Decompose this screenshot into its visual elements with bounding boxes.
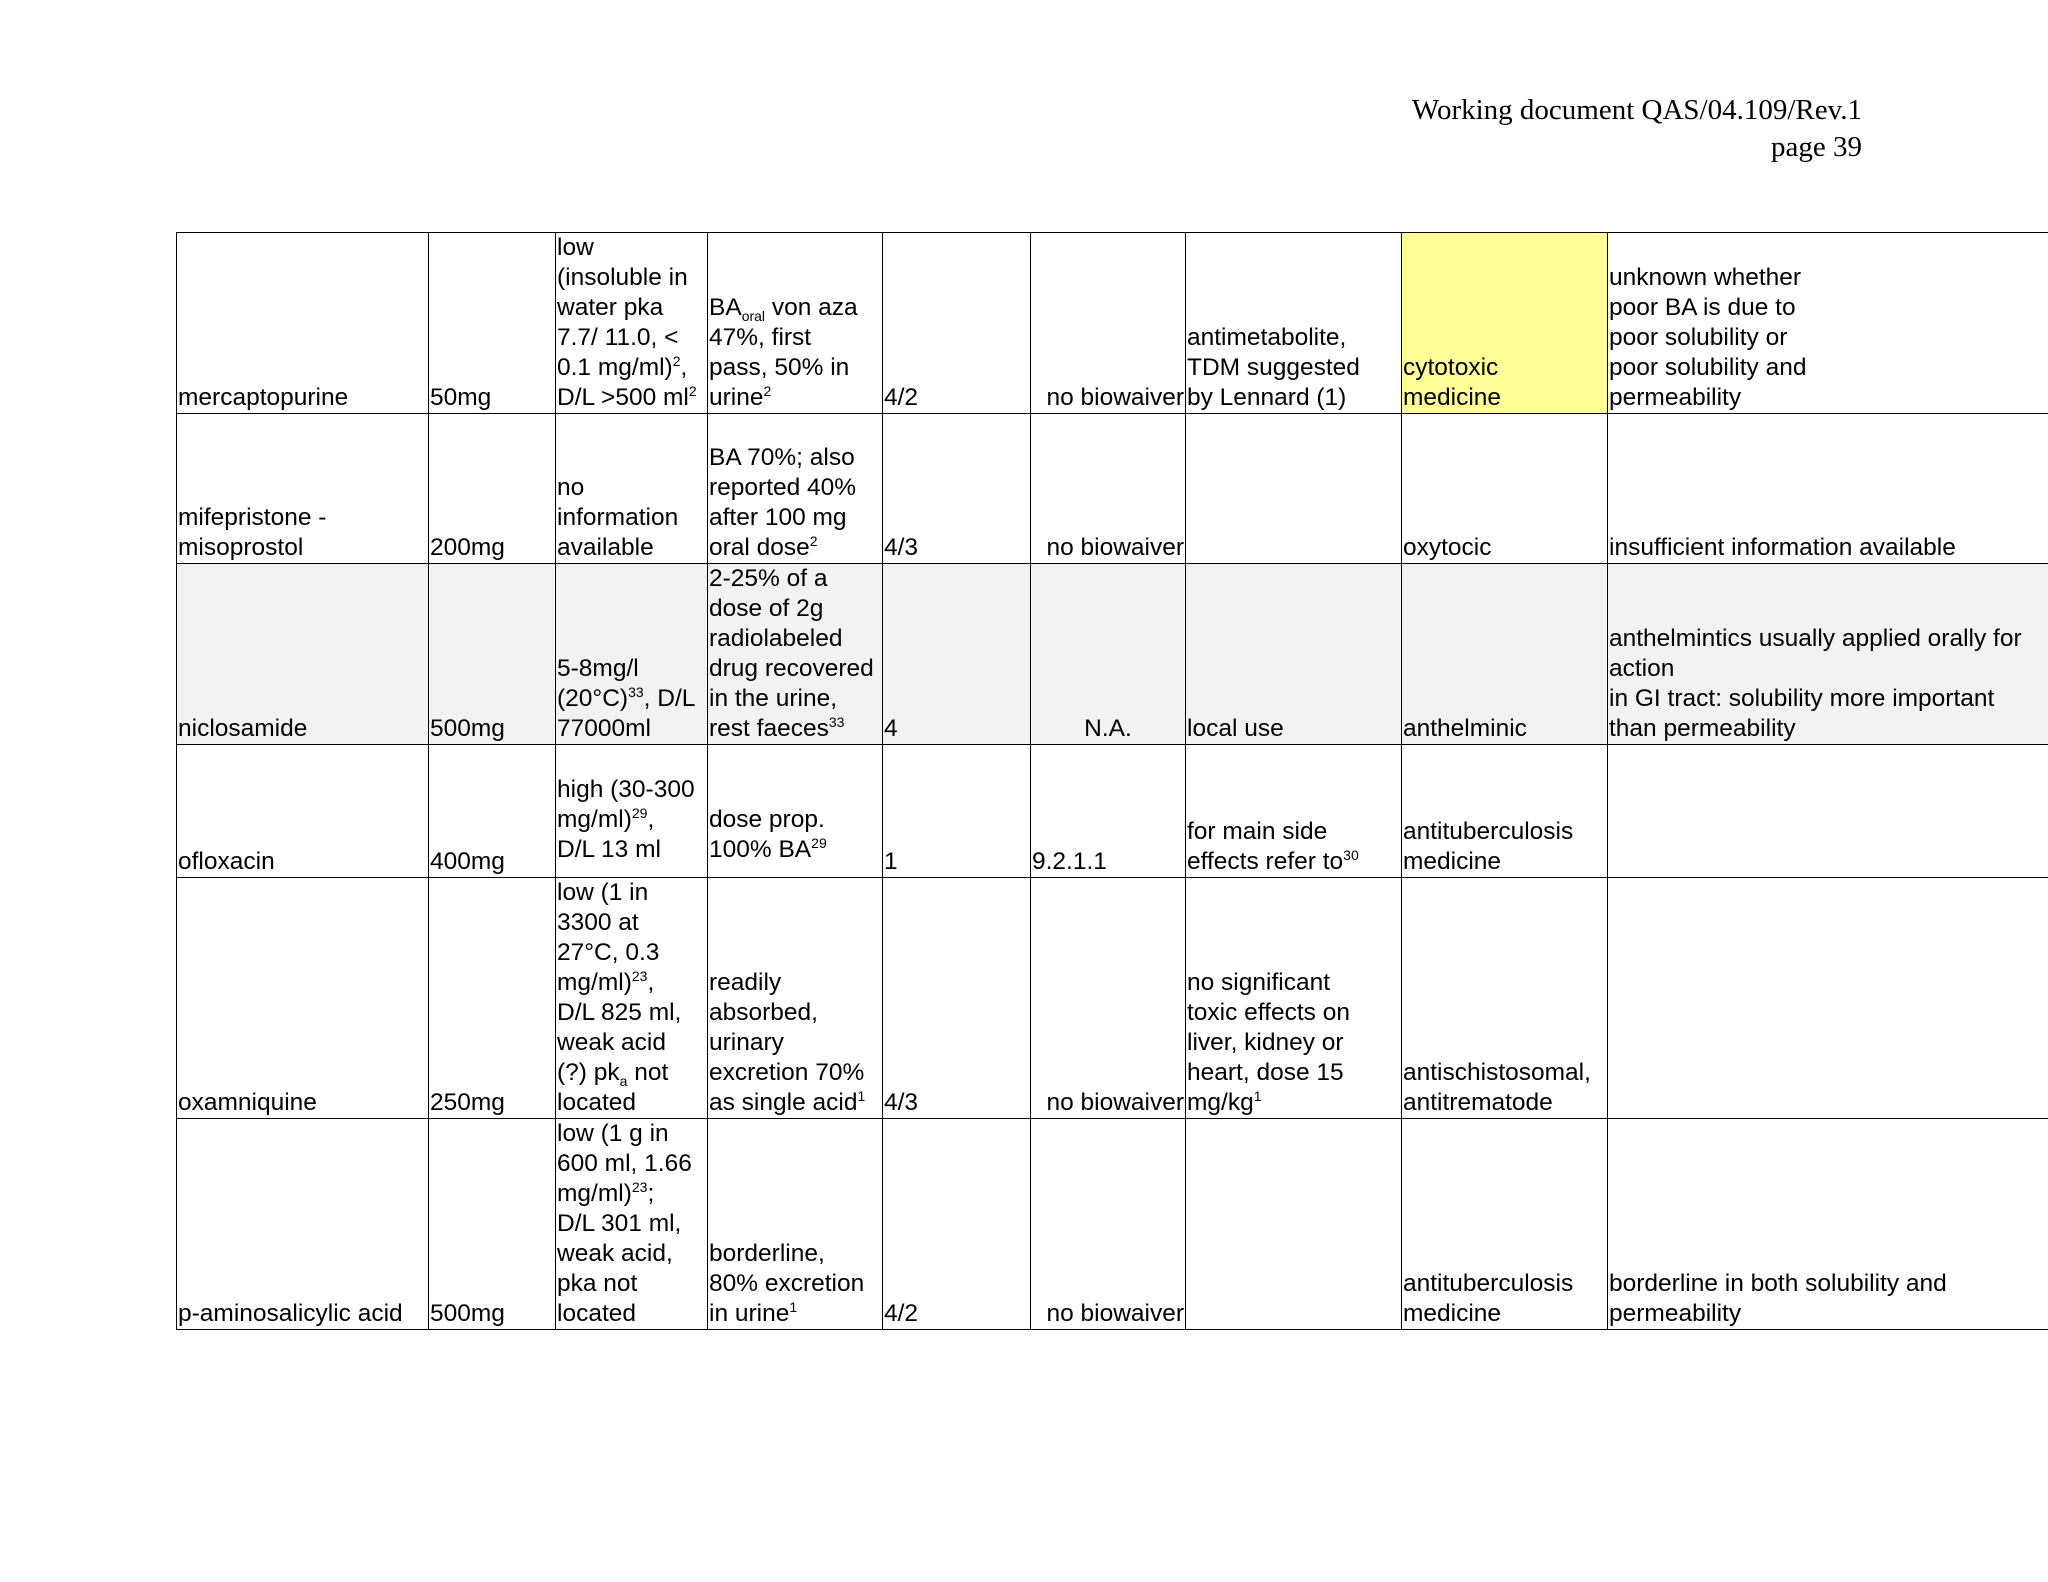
cell-bcs-class: 4/3	[883, 878, 1031, 1119]
table-row	[177, 233, 2048, 414]
cell-comment	[1608, 878, 2048, 1119]
table-row	[177, 745, 2048, 878]
cell-therapeutic-class: anthelminic	[1402, 564, 1608, 745]
cell-bcs-class: 4	[883, 564, 1031, 745]
cell-remarks: for main side effects refer $to^{30}$	[1186, 745, 1402, 878]
cell-therapeutic-class: antituberculosis medicine	[1402, 745, 1608, 878]
cell-bioavailability: 2-25% of a dose of 2g radiolabeled drug recovered in the urine, rest faeces$^{33}$	[708, 564, 883, 745]
page-number: page 39	[1771, 131, 1862, 163]
table-row	[177, 1119, 2048, 1330]
cell-therapeutic-class: oxytocic	[1402, 414, 1608, 564]
cell-strength: 400mg	[429, 745, 556, 878]
cell-remarks: local use	[1186, 564, 1402, 745]
cell-remarks	[1186, 414, 1402, 564]
cell-comment: unknown whether poor BA is due to poor solubility or poor solubility and permeability	[1608, 233, 2048, 414]
cell-remarks: antimetabolite, TDM suggested by Lennard (1)	[1186, 233, 1402, 414]
table-row	[177, 564, 2048, 745]
cell-medicine-name: p-aminosalicylic acid	[177, 1119, 429, 1330]
document-id: Working document QAS/04.109/Rev.1	[1411, 94, 1862, 126]
cell-solubility: low (1 g in 600 ml, 1.66 mg/ml)$^{23}$; D/L 301 ml, weak acid, pka not located	[556, 1119, 708, 1330]
cell-medicine-name: oxamniquine	[177, 878, 429, 1119]
cell-strength: 250mg	[429, 878, 556, 1119]
cell-biowaiver: no biowaiver	[1031, 878, 1186, 1119]
cell-strength: 50mg	[429, 233, 556, 414]
cell-comment	[1608, 745, 2048, 878]
cell-biowaiver: no biowaiver	[1031, 1119, 1186, 1330]
cell-solubility: low (1 in 3300 at 27°C, 0.3 mg/ml)$^{23}$, D/L 825 ml, weak acid (?) $pk_a$ not located	[556, 878, 708, 1119]
table-row	[177, 414, 2048, 564]
cell-bioavailability: readily absorbed, urinary excretion 70% as single acid$^1$	[708, 878, 883, 1119]
cell-remarks: no significant toxic effects on liver, kidney or heart, dose 15 $mg/kg^1$	[1186, 878, 1402, 1119]
cell-comment: anthelmintics usually applied orally for action in GI tract: solubility more important than permeability	[1608, 564, 2048, 745]
cell-bcs-class: 4/2	[883, 1119, 1031, 1330]
cell-biowaiver: 9.2.1.1	[1031, 745, 1186, 878]
cell-medicine-name: mifepristone - misoprostol	[177, 414, 429, 564]
cell-medicine-name: niclosamide	[177, 564, 429, 745]
cell-comment: insufficient information available	[1608, 414, 2048, 564]
cell-solubility: 5-8mg/l $(20^\circ C)^{33}$, D/L 77000ml	[556, 564, 708, 745]
cell-bioavailability: borderline, 80% excretion in urine$^1$	[708, 1119, 883, 1330]
cell-strength: 200mg	[429, 414, 556, 564]
table-row	[177, 878, 2048, 1119]
cell-biowaiver: N.A.	[1031, 564, 1186, 745]
cell-strength: 500mg	[429, 1119, 556, 1330]
cell-bcs-class: 4/3	[883, 414, 1031, 564]
cell-solubility: high (30-300 mg/ml)$^{29}$, D/L 13 ml	[556, 745, 708, 878]
cell-comment: borderline in both solubility and permeability	[1608, 1119, 2048, 1330]
cell-bcs-class: 1	[883, 745, 1031, 878]
cell-therapeutic-class: antituberculosis medicine	[1402, 1119, 1608, 1330]
cell-bioavailability: dose prop. 100% BA$^{29}$	[708, 745, 883, 878]
cell-medicine-name: ofloxacin	[177, 745, 429, 878]
cell-therapeutic-class: cytotoxic medicine	[1402, 233, 1608, 414]
cell-biowaiver: no biowaiver	[1031, 414, 1186, 564]
cell-biowaiver: no biowaiver	[1031, 233, 1186, 414]
cell-bioavailability: BA 70%; also reported 40% after 100 mg oral dose$^2$	[708, 414, 883, 564]
cell-solubility: low (insoluble in water pka 7.7/ 11.0, < 0.1 mg/ml)$^2$, D/L >500 $ml^2$	[556, 233, 708, 414]
page-header	[1412, 92, 1862, 166]
medicine-table	[176, 232, 2048, 1330]
cell-bcs-class: 4/2	[883, 233, 1031, 414]
cell-remarks	[1186, 1119, 1402, 1330]
cell-therapeutic-class: antischistosomal, antitrematode	[1402, 878, 1608, 1119]
cell-strength: 500mg	[429, 564, 556, 745]
cell-bioavailability: $BA_{oral}$ von aza 47%, first pass, 50% in urine$^2$	[708, 233, 883, 414]
cell-medicine-name: mercaptopurine	[177, 233, 429, 414]
cell-solubility: no information available	[556, 414, 708, 564]
